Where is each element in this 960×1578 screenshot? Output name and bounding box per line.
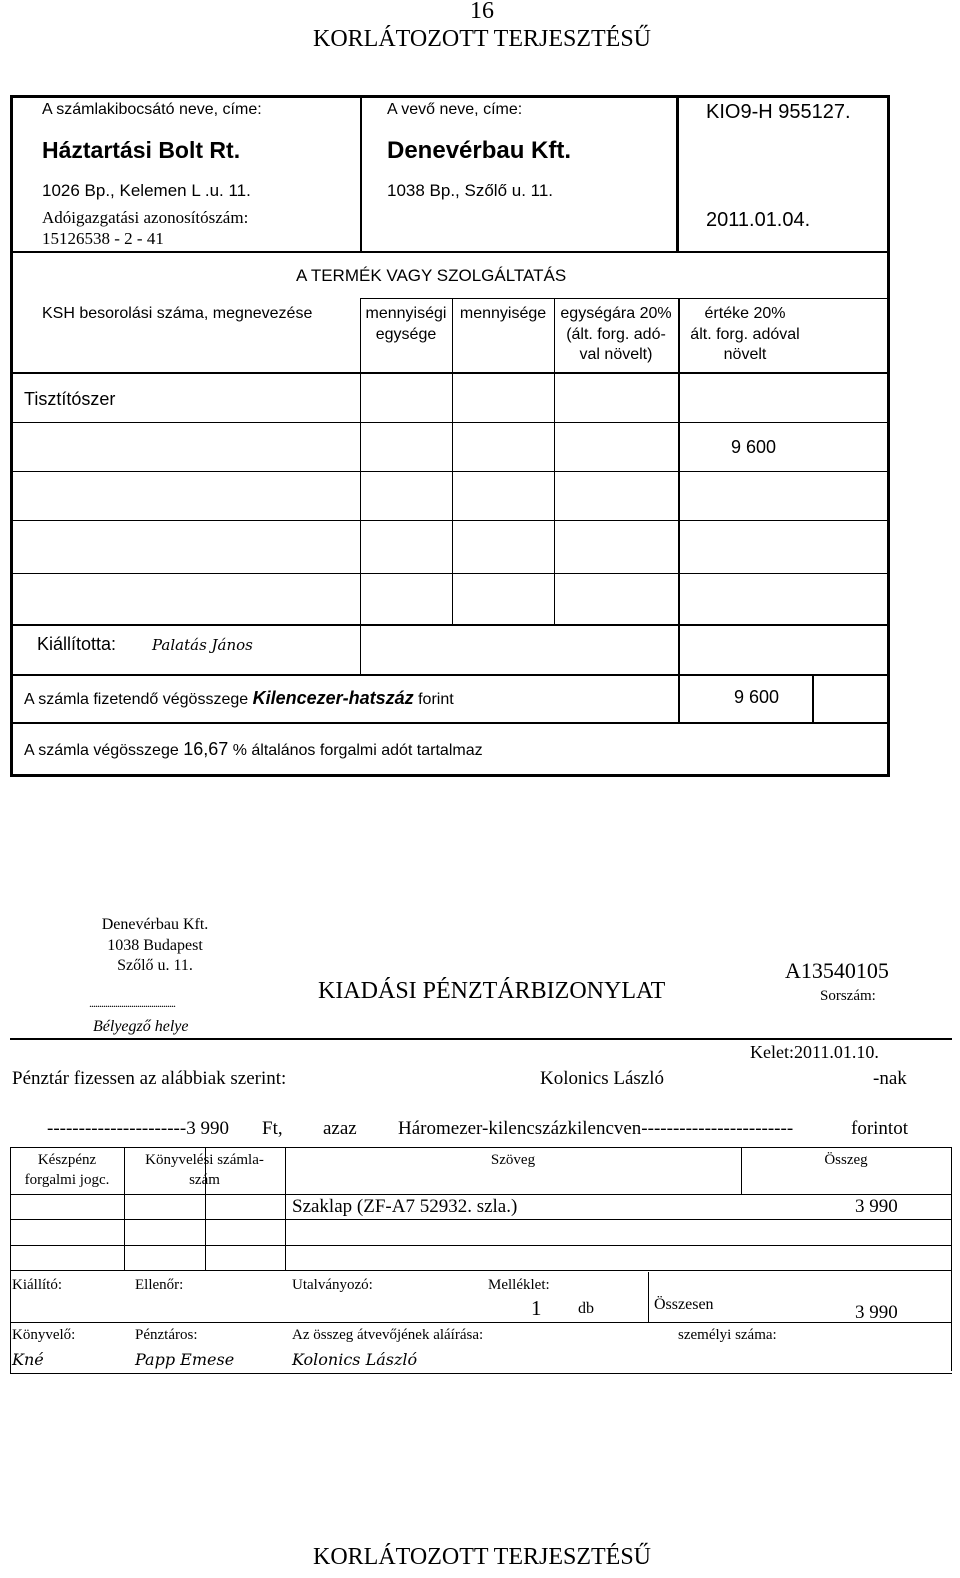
amount-dashes: ----------------------3 990 (47, 1118, 229, 1139)
total-prefix: A számla fizetendő végösszege (24, 691, 249, 708)
voucher-serial-label: Sorszám: (820, 988, 876, 1004)
total-suffix: forint (418, 691, 454, 708)
col-value-1: értéke 20% (704, 305, 786, 322)
item-value: 9 600 (731, 437, 777, 457)
col-value-3: növelt (723, 346, 767, 363)
total-label: Összesen (654, 1296, 714, 1313)
total-words: Kilencezer-hatszáz (252, 688, 414, 708)
item-name: Tisztítószer (24, 389, 116, 409)
voucher-date: Kelet:2011.01.10. (750, 1042, 879, 1062)
id-label: személyi száma: (678, 1327, 777, 1343)
attachment-unit: db (578, 1300, 594, 1317)
buyer-label: A vevő neve, címe: (387, 101, 523, 118)
seller-name: Háztartási Bolt Rt. (42, 137, 241, 163)
col-unit-2: egysége (375, 326, 437, 343)
total-amount: 3 990 (855, 1302, 898, 1323)
col-value-2: ált. forg. adóval (690, 326, 800, 343)
voucher-title: KIADÁSI PÉNZTÁRBIZONYLAT (318, 978, 666, 1004)
page-number: 16 (470, 0, 494, 24)
total-line (24, 688, 454, 709)
col-cash-2: forgalmi jogc. (24, 1172, 110, 1188)
bookkeeper-label: Könyvelő: (12, 1327, 76, 1343)
col-text: Szöveg (490, 1152, 536, 1168)
vat-prefix: A számla végösszege (24, 742, 179, 759)
col-unit-price-1: egységára 20% (560, 305, 672, 322)
seller-label: A számlakibocsátó neve, címe: (42, 101, 262, 118)
col-amount: Összeg (824, 1152, 868, 1168)
vat-line (24, 739, 483, 760)
seller-address: 1026 Bp., Kelemen L .u. 11. (42, 181, 251, 200)
attachment-count: 1 (531, 1296, 542, 1320)
stamp-line2: 1038 Budapest (107, 937, 203, 954)
classification-top: KORLÁTOZOTT TERJESZTÉSŰ (313, 26, 652, 52)
voucher-serial: A13540105 (785, 958, 889, 983)
attachment-label: Melléklet: (488, 1277, 550, 1293)
invoice-date: 2011.01.04. (706, 209, 811, 231)
col-unit-1: mennyiségi (365, 305, 447, 322)
invoice-number: KIO9-H 955127. (706, 101, 851, 123)
amount-unit: Ft, (262, 1118, 283, 1139)
cashier-label: Pénztáros: (135, 1327, 198, 1343)
recipient-signature: Kolonics László (292, 1350, 418, 1369)
issued-by-label: Kiállította: (37, 634, 117, 654)
cashier-signature: Papp Emese (135, 1350, 235, 1369)
col-qty: mennyisége (459, 305, 547, 322)
stamp-dots: ........................................... (89, 996, 175, 1010)
payee-suffix: -nak (873, 1068, 907, 1089)
stamp-line1: Denevérbau Kft. (101, 916, 209, 933)
checker-label: Ellenőr: (135, 1277, 184, 1293)
vat-suffix: % általános forgalmi adót tartalmaz (232, 742, 483, 759)
authorizer-label: Utalványozó: (292, 1277, 373, 1293)
col-account-2: szám (189, 1172, 220, 1188)
pay-to-label: Pénztár fizessen az alábbiak szerint: (12, 1068, 287, 1089)
col-unit-price-2: (ált. forg. adó- (566, 326, 666, 343)
total-value: 9 600 (734, 687, 780, 707)
col-unit-price-3: val növelt) (579, 346, 653, 363)
amount-words: Háromezer-kilencszázkilencven------------------------ (398, 1118, 794, 1139)
vat-rate: 16,67 (183, 739, 229, 759)
issuer-label: Kiállító: (12, 1277, 62, 1293)
classification-bottom: KORLÁTOZOTT TERJESZTÉSŰ (313, 1544, 652, 1570)
stamp-line3: Szőlő u. 11. (117, 957, 193, 974)
col-ksh: KSH besorolási száma, megnevezése (42, 305, 313, 322)
azaz: azaz (323, 1118, 357, 1139)
product-header: A TERMÉK VAGY SZOLGÁLTATÁS (296, 266, 567, 285)
stamp-label: Bélyegző helye (93, 1018, 189, 1035)
seller-tax-id: 15126538 - 2 - 41 (42, 229, 164, 248)
col-cash-1: Készpénz (37, 1152, 97, 1168)
issued-by-signature: Palatás János (152, 636, 253, 654)
bookkeeper-signature: Kné (12, 1350, 44, 1369)
line-text: Szaklap (ZF-A7 52932. szla.) (292, 1196, 518, 1217)
buyer-address: 1038 Bp., Szőlő u. 11. (387, 181, 554, 200)
col-account-1: Könyvelési számla- (145, 1152, 264, 1168)
forintot: forintot (851, 1118, 908, 1139)
buyer-name: Denevérbau Kft. (387, 137, 572, 164)
payee: Kolonics László (540, 1068, 665, 1089)
seller-tax-label: Adóigazgatási azonosítószám: (42, 208, 249, 227)
line-amount: 3 990 (855, 1196, 898, 1217)
recipient-label: Az összeg átvevőjének aláírása: (292, 1327, 484, 1343)
